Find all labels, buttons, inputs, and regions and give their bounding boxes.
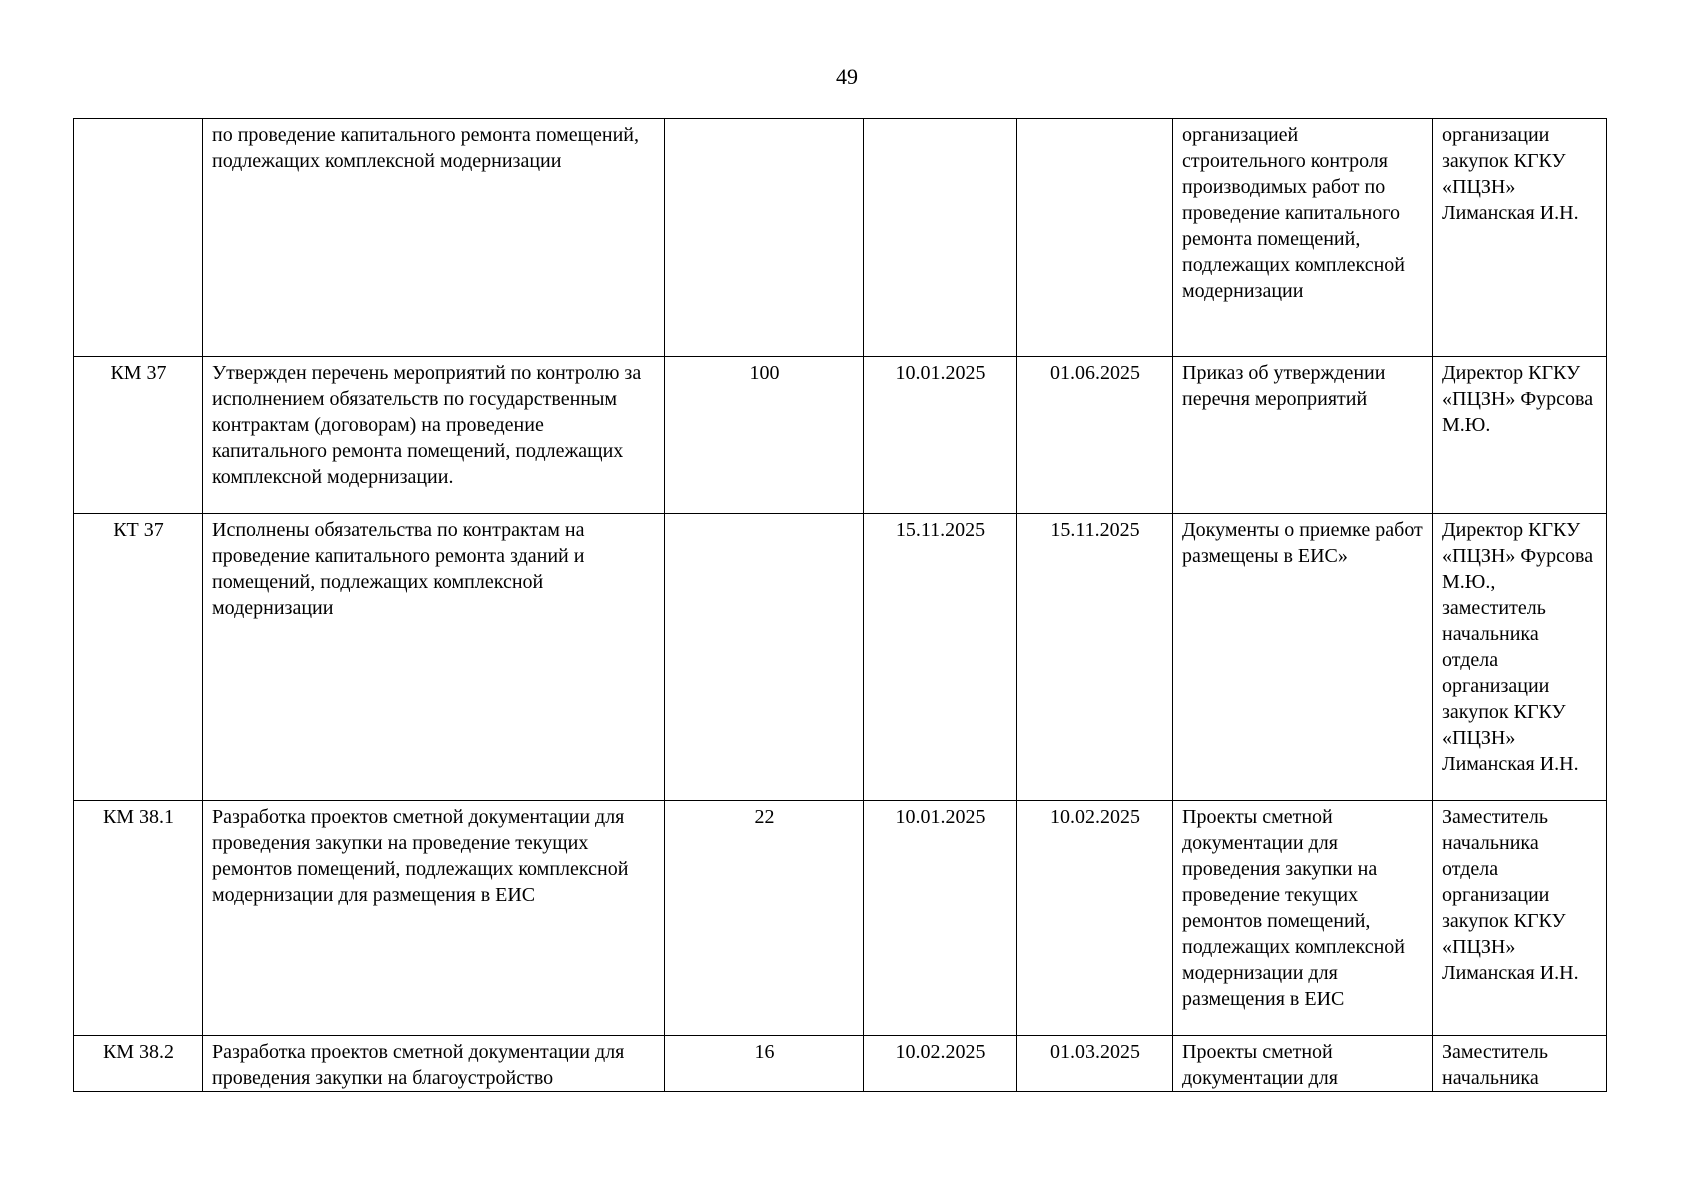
value-cell: 16 bbox=[665, 1036, 864, 1092]
start-date-cell: 10.02.2025 bbox=[864, 1036, 1017, 1092]
table-row bbox=[74, 514, 1607, 801]
end-date-cell: 10.02.2025 bbox=[1017, 801, 1173, 1036]
result-cell: Приказ об утверждении перечня мероприятий bbox=[1173, 357, 1433, 514]
table-row bbox=[74, 1036, 1607, 1092]
code-cell: КМ 38.1 bbox=[74, 801, 203, 1036]
code-cell: КМ 38.2 bbox=[74, 1036, 203, 1092]
start-date-cell: 10.01.2025 bbox=[864, 801, 1017, 1036]
table-row bbox=[74, 119, 1607, 357]
result-cell: Документы о приемке работ размещены в ЕИС» bbox=[1173, 514, 1433, 801]
value-cell: 100 bbox=[665, 357, 864, 514]
start-date-cell: 10.01.2025 bbox=[864, 357, 1017, 514]
end-date-cell: 15.11.2025 bbox=[1017, 514, 1173, 801]
end-date-cell: 01.03.2025 bbox=[1017, 1036, 1173, 1092]
responsible-cell: организации закупок КГКУ «ПЦЗН» Лиманская И.Н. bbox=[1433, 119, 1607, 357]
description-cell: Исполнены обязательства по контрактам на проведение капитального ремонта зданий и помещений, подлежащих комплексной модернизации bbox=[203, 514, 665, 801]
description-cell: по проведение капитального ремонта помещений, подлежащих комплексной модернизации bbox=[203, 119, 665, 357]
code-cell: КТ 37 bbox=[74, 514, 203, 801]
description-cell: Разработка проектов сметной документации для проведения закупки на проведение текущих ремонтов помещений, подлежащих комплексной модернизации для размещения в ЕИС bbox=[203, 801, 665, 1036]
value-cell: 22 bbox=[665, 801, 864, 1036]
code-cell bbox=[74, 119, 203, 357]
plan-table bbox=[73, 118, 1607, 1092]
table-row bbox=[74, 801, 1607, 1036]
responsible-cell: Директор КГКУ «ПЦЗН» Фурсова М.Ю. bbox=[1433, 357, 1607, 514]
value-cell bbox=[665, 119, 864, 357]
page-number: 49 bbox=[836, 64, 858, 89]
value-cell bbox=[665, 514, 864, 801]
description-cell: Утвержден перечень мероприятий по контролю за исполнением обязательств по государственным контрактам (договорам) на проведение капитального ремонта помещений, подлежащих комплексной модернизации. bbox=[203, 357, 665, 514]
start-date-cell: 15.11.2025 bbox=[864, 514, 1017, 801]
result-cell: организацией строительного контроля производимых работ по проведение капитального ремонта помещений, подлежащих комплексной модернизации bbox=[1173, 119, 1433, 357]
end-date-cell: 01.06.2025 bbox=[1017, 357, 1173, 514]
responsible-cell: Заместитель начальника bbox=[1433, 1036, 1607, 1092]
responsible-cell: Директор КГКУ «ПЦЗН» Фурсова М.Ю., заместитель начальника отдела организации закупок КГКУ «ПЦЗН» Лиманская И.Н. bbox=[1433, 514, 1607, 801]
end-date-cell bbox=[1017, 119, 1173, 357]
result-cell: Проекты сметной документации для bbox=[1173, 1036, 1433, 1092]
result-cell: Проекты сметной документации для проведения закупки на проведение текущих ремонтов помещений, подлежащих комплексной модернизации для размещения в ЕИС bbox=[1173, 801, 1433, 1036]
responsible-cell: Заместитель начальника отдела организации закупок КГКУ «ПЦЗН» Лиманская И.Н. bbox=[1433, 801, 1607, 1036]
table-row bbox=[74, 357, 1607, 514]
start-date-cell bbox=[864, 119, 1017, 357]
code-cell: КМ 37 bbox=[74, 357, 203, 514]
description-cell: Разработка проектов сметной документации для проведения закупки на благоустройство bbox=[203, 1036, 665, 1092]
